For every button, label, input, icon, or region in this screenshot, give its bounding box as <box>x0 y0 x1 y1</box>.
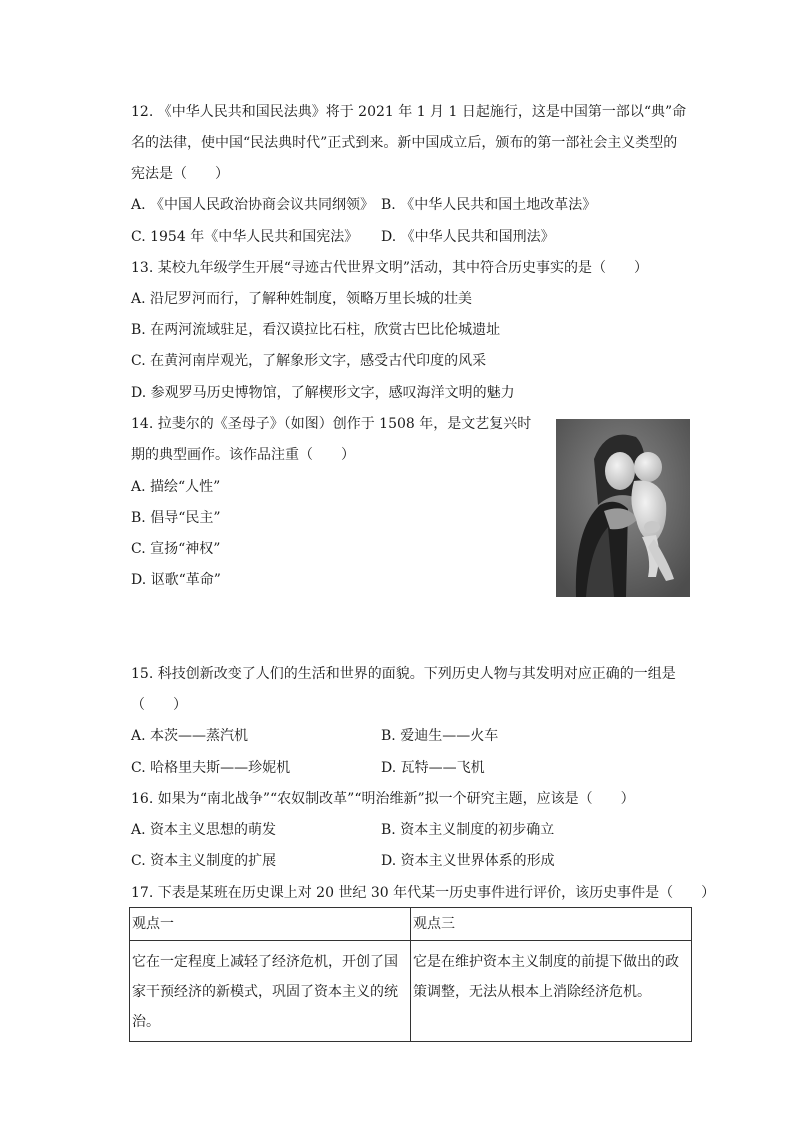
q12-stem-line2: 名的法律，使中国“民法典时代”正式到来。新中国成立后，颁布的第一部社会主义类型的 <box>131 135 678 151</box>
q15-option-c: C. 哈格里夫斯——珍妮机 <box>131 760 291 776</box>
q15-stem-line2: （ ） <box>131 697 187 713</box>
q14-option-b: B. 倡导“民主” <box>131 510 221 526</box>
q12-option-d: D. 《中华人民共和国刑法》 <box>381 229 555 245</box>
q12-stem-line3: 宪法是（ ） <box>131 166 229 182</box>
q16-stem: 16. 如果为“南北战争”“农奴制改革”“明治维新”拟一个研究主题，应该是（ ） <box>131 791 635 807</box>
q15-option-b: B. 爱迪生——火车 <box>381 728 499 744</box>
q16-option-a: A. 资本主义思想的萌发 <box>131 822 277 838</box>
q16-option-b: B. 资本主义制度的初步确立 <box>381 822 555 838</box>
q13-option-d: D. 参观罗马历史博物馆，了解楔形文字，感叹海洋文明的魅力 <box>131 385 515 401</box>
q16-option-c: C. 资本主义制度的扩展 <box>131 853 277 869</box>
q15-option-a: A. 本茨——蒸汽机 <box>131 728 249 744</box>
table-cell-left: 它在一定程度上减轻了经济危机，开创了国家干预经济的新模式，巩固了资本主义的统治。 <box>130 941 411 1042</box>
table-cell-right: 它是在维护资本主义制度的前提下做出的政策调整，无法从根本上消除经济危机。 <box>411 941 692 1042</box>
table-header-right: 观点三 <box>411 908 692 941</box>
q14-stem-line1: 14. 拉斐尔的《圣母子》（如图）创作于 1508 年，是文艺复兴时 <box>131 416 532 432</box>
q14-option-a: A. 描绘“人性” <box>131 479 221 495</box>
q13-option-b: B. 在两河流域驻足，看汉谟拉比石柱，欣赏古巴比伦城遗址 <box>131 322 501 338</box>
madonna-and-child-painting <box>556 419 690 597</box>
q14-option-c: C. 宣扬“神权” <box>131 541 221 557</box>
q12-option-c: C. 1954 年《中华人民共和国宪法》 <box>131 229 359 245</box>
q12-stem-line1: 12. 《中华人民共和国民法典》将于 2021 年 1 月 1 日起施行，这是中国第一部以“典”命 <box>131 104 687 120</box>
table-row <box>130 941 692 1042</box>
q14-stem-line2: 期的典型画作。该作品注重（ ） <box>131 447 355 463</box>
q15-stem-line1: 15. 科技创新改变了人们的生活和世界的面貌。下列历史人物与其发明对应正确的一组是 <box>131 666 676 682</box>
q12-option-b: B. 《中华人民共和国土地改革法》 <box>381 197 597 213</box>
q12-option-a: A. 《中国人民政治协商会议共同纲领》 <box>131 197 375 213</box>
q17-stem: 17. 下表是某班在历史课上对 20 世纪 30 年代某一历史事件进行评价，该历史事件是（ ） <box>131 885 716 901</box>
q13-stem: 13. 某校九年级学生开展“寻迹古代世界文明”活动，其中符合历史事实的是（ ） <box>131 260 649 276</box>
q13-option-c: C. 在黄河南岸观光，了解象形文字，感受古代印度的风采 <box>131 353 487 369</box>
painting-svg <box>556 419 690 597</box>
q13-option-a: A. 沿尼罗河而行，了解种姓制度，领略万里长城的壮美 <box>131 291 473 307</box>
q16-option-d: D. 资本主义世界体系的形成 <box>381 853 555 869</box>
q15-option-d: D. 瓦特——飞机 <box>381 760 485 776</box>
table-header-row <box>130 908 692 941</box>
q14-option-d: D. 讴歌“革命” <box>131 572 221 588</box>
table-header-left: 观点一 <box>130 908 411 941</box>
q17-opinion-table <box>129 907 692 1042</box>
